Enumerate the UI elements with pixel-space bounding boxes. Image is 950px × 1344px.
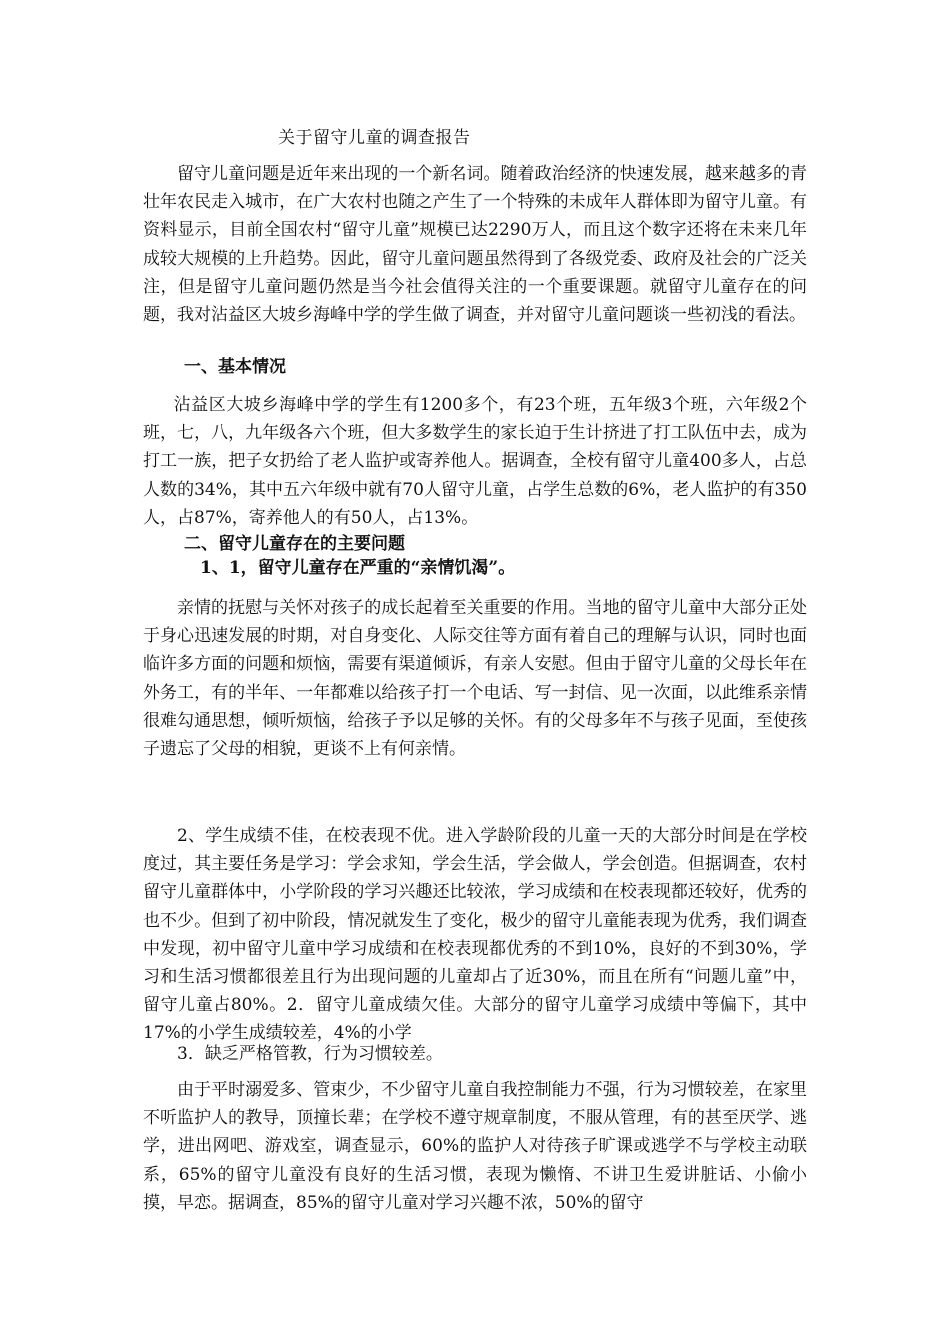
section1-paragraph: 沾益区大坡乡海峰中学的学生有1200多个，有23个班，五年级3个班，六年级2个班，七，八，九年级各六个班，但大多数学生的家长迫于生计挤进了打工队伍中去，成为打工一族，把子女扔给了老人监护或寄养他人。据调查，全校有留守儿童400多人，占总人数的34%，其中五六年级中就有70人留守儿童，占学生总数的6%，老人监护的有350人，占87%，寄养他人的有50人，占13%。: [143, 395, 807, 528]
section2-paragraph-3: 由于平时溺爱多、管束少，不少留守儿童自我控制能力不强，行为习惯较差，在家里不听监护人的教导，顶撞长辈；在学校不遵守规章制度，不服从管理，有的甚至厌学、逃学，进出网吧、游戏室，调查显示，60%的监护人对待孩子旷课或逃学不与学校主动联系，65%的留守儿童没有良好的生活习惯，表现为懒惰、不讲卫生爱讲脏话、小偷小摸，早恋。据调查，85%的留守儿童对学习兴趣不浓，50%的留守: [143, 1080, 807, 1213]
section2-paragraph-1: 亲情的抚慰与关怀对孩子的成长起着至关重要的作用。当地的留守儿童中大部分正处于身心迅速发展的时期，对自身变化、人际交往等方面有着自己的理解与认识，同时也面临许多方面的问题和烦恼，需要有渠道倾诉，有亲人安慰。但由于留守儿童的父母长年在外务工，有的半年、一年都难以给孩子打一个电话、写一封信、见一次面，以此维系亲情很难勾通思想，倾听烦恼，给孩子予以足够的关怀。有的父母多年不与孩子见面，至使孩子遗忘了父母的相貌，更谈不上有何亲情。: [143, 598, 807, 760]
section2-paragraph-2: 2、学生成绩不佳，在校表现不优。进入学龄阶段的儿童一天的大部分时间是在学校度过，其主要任务是学习：学会求知，学会生活，学会做人，学会创造。但据调查，农村留守儿童群体中，小学阶段的学习兴趣还比较浓，学习成绩和在校表现都还较好，优秀的也不少。但到了初中阶段，情况就发生了变化，极少的留守儿童能表现为优秀，我们调查中发现，初中留守儿童中学习成绩和在校表现都优秀的不到10%，良好的不到30%，学习和生活习惯都很差且行为出现问题的儿童却占了近30%，而且在所有“问题儿童”中，留守儿童占80%。2．留守儿童成绩欠佳。大部分的留守儿童学习成绩中等偏下，其中17%的小学生成绩较差，4%的小学: [143, 826, 807, 1044]
section2-subheading-1: 1、1，留守儿童存在严重的“亲情饥渴”。: [200, 558, 516, 578]
section2-subheading-3: 3．缺乏严格管教，行为习惯较差。: [177, 1044, 443, 1064]
section2-heading: 二、留守儿童存在的主要问题: [184, 534, 405, 554]
document-title: 关于留守儿童的调查报告: [278, 128, 471, 148]
section1-heading: 一、基本情况: [184, 357, 286, 377]
intro-paragraph: 留守儿童问题是近年来出现的一个新名词。随着政治经济的快速发展，越来越多的青壮年农民走入城市，在广大农村也随之产生了一个特殊的未成年人群体即为留守儿童。有资料显示，目前全国农村“留守儿童”规模已达2290万人，而且这个数字还将在未来几年成较大规模的上升趋势。因此，留守儿童问题虽然得到了各级党委、政府及社会的广泛关注，但是留守儿童问题仍然是当今社会值得关注的一个重要课题。就留守儿童存在的问题，我对沾益区大坡乡海峰中学的学生做了调查，并对留守儿童问题谈一些初浅的看法。: [143, 164, 807, 326]
